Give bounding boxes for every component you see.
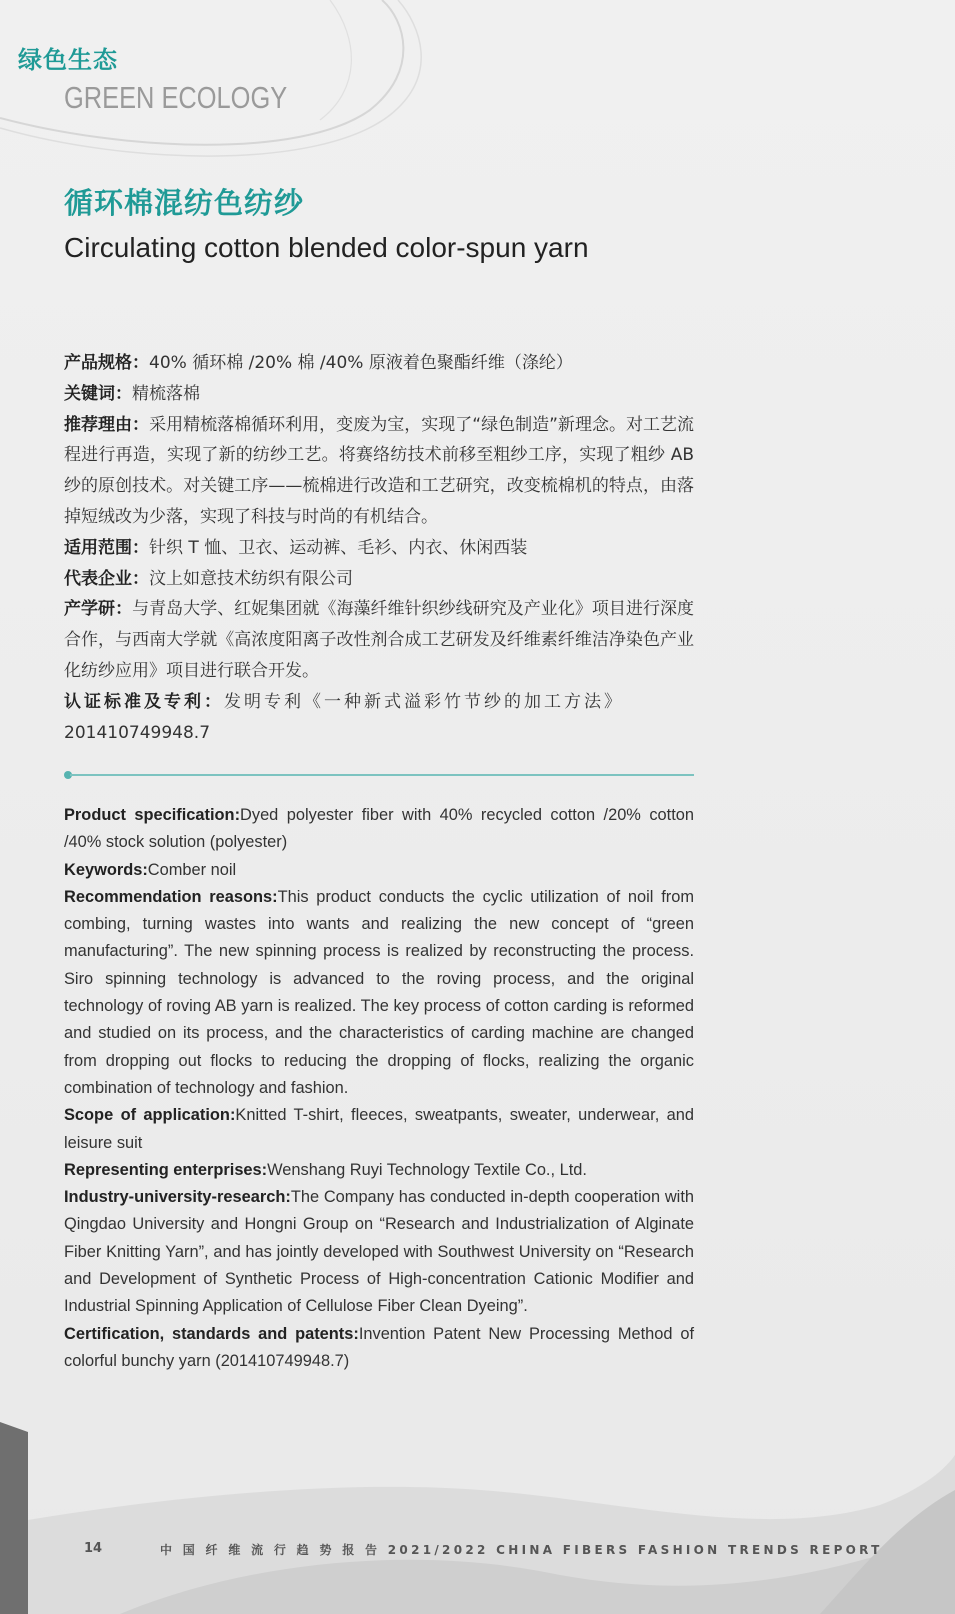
- en-research-value: The Company has conducted in-depth cooperation with Qingdao University and Hongni Group on “Research and Industrialization of Alginate Fiber Knitting Yarn”, and has jointly developed with Southwest University on “Research and Development of Synthetic Process of High-concentration Cationic Modifier and Industrial Spinning Application of Cellulose Fiber Clean Dyeing”.: [64, 1188, 694, 1316]
- en-scope-row: [64, 1102, 694, 1157]
- product-title-zh: 循环棉混纺色纺纱: [64, 186, 305, 220]
- zh-cert-value: 发明专利《一种新式溢彩竹节纱的加工方法》: [224, 691, 624, 712]
- zh-reason-value: 采用精梳落棉循环利用，变废为宝，实现了“绿色制造”新理念。对工艺流程进行再造，实现了新的纺纱工艺。将赛络纺技术前移至粗纱工序，实现了粗纱 AB 纱的原创技术。对关键工序——梳棉进行改造和工艺研究，改变梳棉机的特点，由落掉短绒改为少落，实现了科技与时尚的有机结合。: [64, 414, 694, 527]
- product-title-en: Circulating cotton blended color-spun yarn: [64, 232, 589, 263]
- en-keywords-label: Keywords:: [64, 860, 148, 879]
- zh-keywords-value: 精梳落棉: [132, 383, 200, 404]
- divider-line: [70, 774, 694, 776]
- en-scope-label: Scope of application:: [64, 1106, 236, 1125]
- zh-scope-row: [64, 533, 694, 564]
- zh-scope-label: 适用范围：: [64, 537, 149, 558]
- zh-keywords-row: [64, 379, 694, 410]
- en-spec-value: Dyed polyester fiber with 40% recycled cotton /20% cotton /40% stock solution (polyester): [64, 806, 694, 852]
- en-scope-value: Knitted T-shirt, fleeces, sweatpants, sweater, underwear, and leisure suit: [64, 1106, 695, 1152]
- zh-spec-row: [64, 348, 694, 379]
- en-reason-row: [64, 884, 694, 1102]
- en-cert-row: [64, 1321, 694, 1376]
- en-keywords-value: Comber noil: [147, 860, 237, 879]
- zh-cert-label: 认证标准及专利：: [64, 691, 224, 712]
- decor-left-bar: [0, 1422, 28, 1614]
- en-enterprise-value: Wenshang Ruyi Technology Textile Co., Ltd.: [267, 1160, 587, 1179]
- zh-reason-label: 推荐理由：: [64, 414, 150, 435]
- zh-reason-row: [64, 410, 694, 533]
- zh-research-label: 产学研：: [64, 599, 133, 620]
- en-research-label: Industry-university-research:: [64, 1188, 291, 1207]
- en-keywords-row: [64, 857, 694, 884]
- footer-publication: 中 国 纤 维 流 行 趋 势 报 告 2021/2022 CHINA FIBERS FASHION TRENDS REPORT: [160, 1543, 883, 1557]
- en-research-row: [64, 1184, 694, 1320]
- zh-enterprise-label: 代表企业：: [64, 568, 149, 589]
- decor-arc-small: [320, 0, 351, 120]
- zh-cert-number: 201410749948.7: [64, 722, 211, 743]
- zh-research-value: 与青岛大学、红妮集团就《海藻纤维针织纱线研究及产业化》项目进行深度合作，与西南大学就《高浓度阳离子改性剂合成工艺研发及纤维素纤维洁净染色产业化纺纱应用》项目进行联合开发。: [64, 599, 695, 681]
- zh-spec-label: 产品规格：: [64, 353, 149, 373]
- section-title-en: GREEN ECOLOGY: [64, 80, 288, 115]
- zh-enterprise-value: 汶上如意技术纺织有限公司: [149, 568, 353, 589]
- zh-cert-number-row: [64, 718, 694, 749]
- en-cert-value: Invention Patent New Processing Method of colorful bunchy yarn (201410749948.7): [64, 1324, 694, 1370]
- en-cert-label: Certification, standards and patents:: [64, 1324, 359, 1343]
- zh-research-row: [64, 594, 694, 686]
- chinese-details: [64, 348, 694, 748]
- page-number: 14: [64, 1537, 122, 1561]
- zh-enterprise-row: [64, 564, 694, 595]
- en-reason-label: Recommendation reasons:: [64, 887, 278, 906]
- zh-keywords-label: 关键词：: [64, 383, 132, 404]
- en-reason-value: This product conducts the cyclic utilization of noil from combing, turning wastes into wants and realizing the new concept of “green manufacturing”. The new spinning process is realized by reconstructing the process. Siro spinning technology is advanced to the roving process, and the original technology of roving AB yarn is realized. The key process of cotton carding is reformed and studied on its process, and the characteristics of carding machine are changed from dropping out flocks to reducing the dropping of flocks, realizing the organic combination of technology and fashion.: [64, 887, 694, 1097]
- zh-scope-value: 针织 T 恤、卫衣、运动裤、毛衫、内衣、休闲西装: [149, 537, 528, 558]
- zh-cert-row: [64, 687, 694, 718]
- section-title-zh: 绿色生态: [18, 46, 118, 74]
- en-spec-row: [64, 802, 694, 857]
- english-details: [64, 802, 694, 1375]
- zh-spec-value: 40% 循环棉 /20% 棉 /40% 原液着色聚酯纤维（涤纶）: [149, 353, 573, 373]
- section-divider: [64, 770, 694, 780]
- en-enterprise-row: [64, 1157, 694, 1184]
- en-enterprise-label: Representing enterprises:: [64, 1160, 268, 1179]
- en-spec-label: Product specification:: [64, 806, 241, 824]
